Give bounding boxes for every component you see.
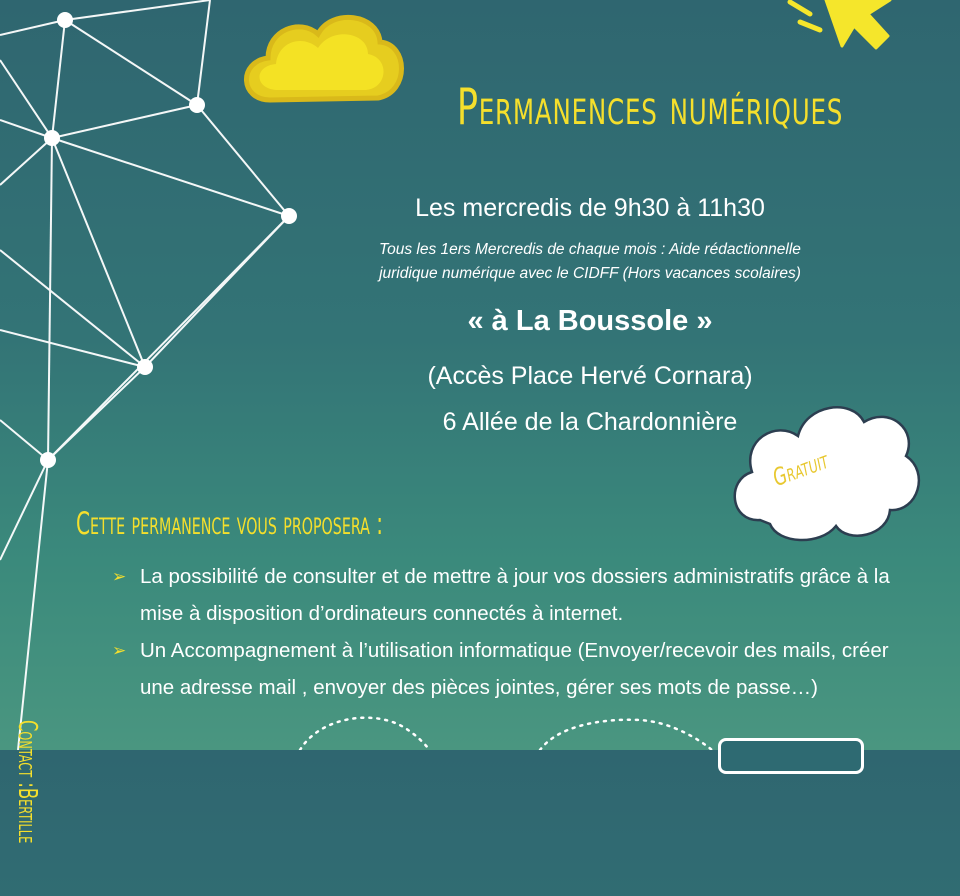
- arrow-bullet-icon: ➢: [112, 567, 127, 586]
- venue-name: « à La Boussole »: [467, 305, 713, 337]
- list-item-text: La possibilité de consulter et de mettre à jour vos dossiers administratifs grâce à la mise à disposition d’ordinateurs connectés à internet.: [140, 565, 890, 625]
- free-badge-label: Gratuit: [769, 446, 832, 492]
- schedule-note-line2: juridique numérique avec le CIDFF (Hors vacances scolaires): [379, 265, 801, 282]
- offer-list: [112, 558, 892, 706]
- cursor-click-icon: [790, 0, 890, 48]
- list-item: [112, 632, 892, 706]
- schedule-note-line1: Tous les 1ers Mercredis de chaque mois : Aide rédactionnelle: [379, 241, 801, 258]
- contact-label: [12, 720, 42, 896]
- list-item: [112, 558, 892, 632]
- contact-text: Contact :Bertille: [12, 720, 42, 844]
- venue-address: 6 Allée de la Chardonnière: [442, 408, 738, 436]
- bottom-frame: [718, 738, 864, 774]
- cloud-icon: [246, 17, 401, 100]
- schedule-note: [300, 238, 880, 286]
- schedule-days: Les mercredis de 9h30 à 11h30: [415, 194, 765, 222]
- page-title: Permanences numériques: [456, 78, 844, 136]
- list-item-text: Un Accompagnement à l’utilisation informatique (Envoyer/recevoir des mails, créer une adresse mail , envoyer des pièces jointes, gérer ses mots de passe…): [140, 639, 889, 699]
- arrow-bullet-icon: ➢: [112, 641, 127, 660]
- venue-access: (Accès Place Hervé Cornara): [427, 362, 753, 390]
- offer-heading: Cette permanence vous proposera :: [76, 506, 383, 542]
